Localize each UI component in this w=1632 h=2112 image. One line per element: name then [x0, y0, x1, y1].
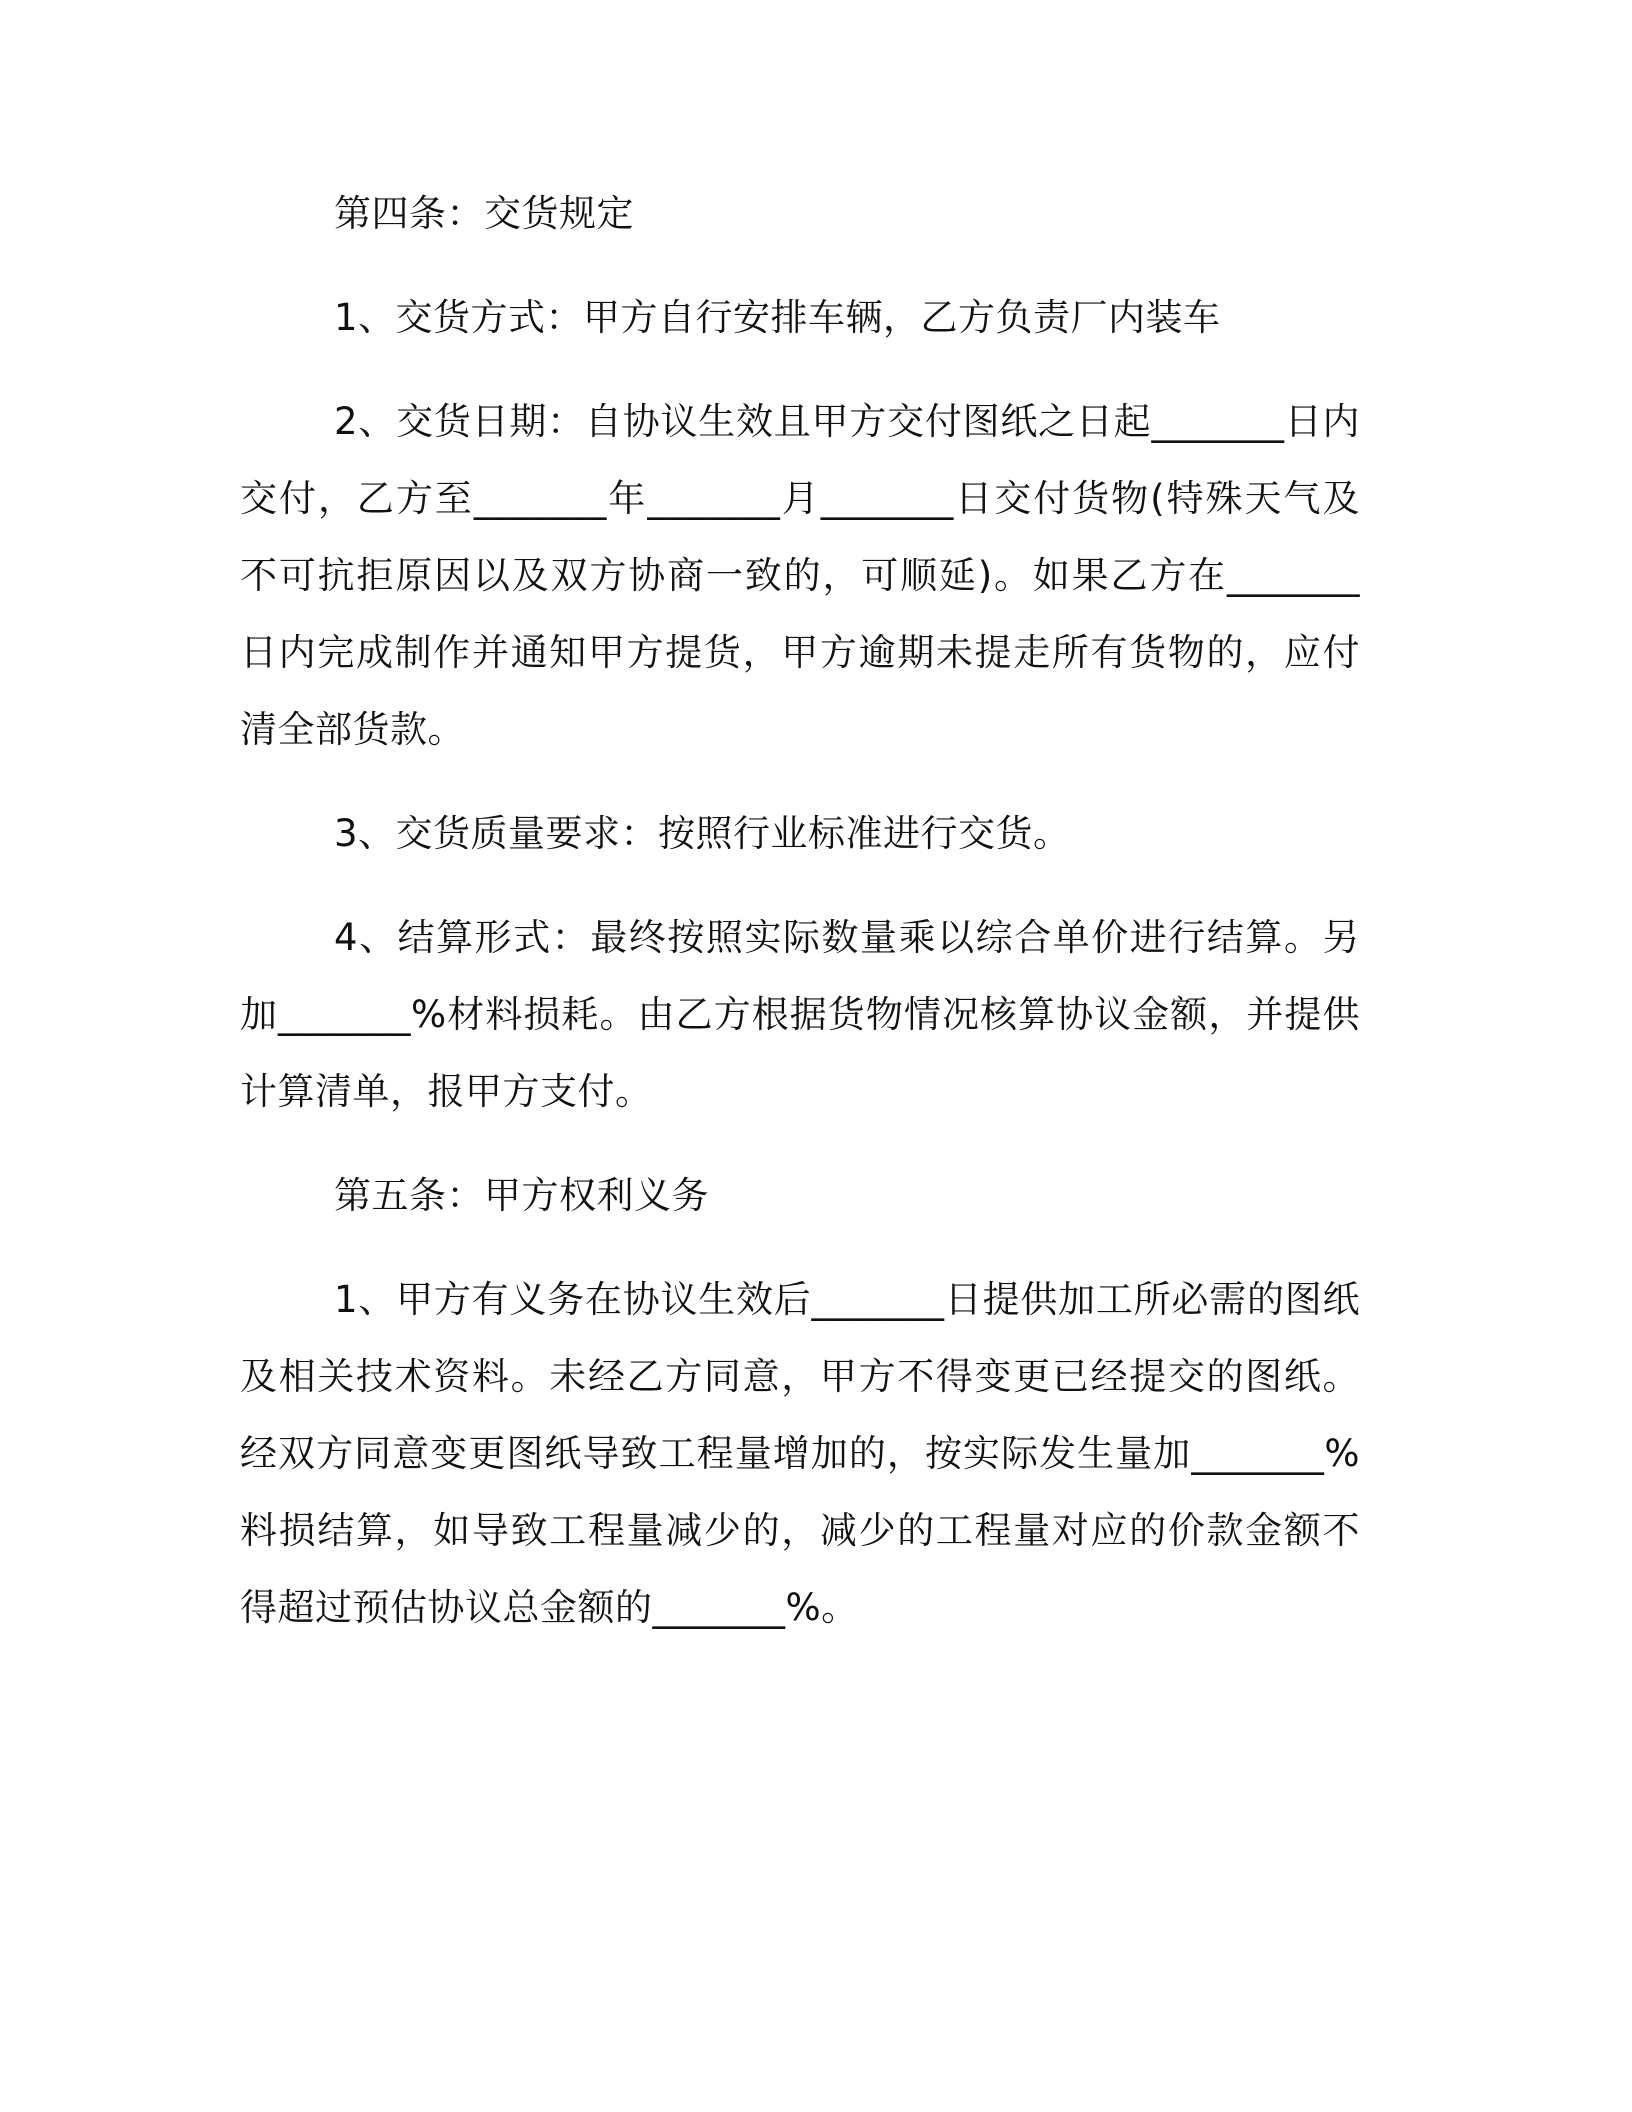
clause-4-2-delivery-date: 2、交货日期：自协议生效且甲方交付图纸之日起_______日内交付，乙方至_______年_______月_______日交付货物(特殊天气及不可抗拒原因以及双方协商一致的，可顺延)。如果乙方在_______日内完成制作并通知甲方提货，甲方逾期未提走所有货物的，应付清全部货款。 [240, 400, 1360, 751]
clause-4-4-settlement: 4、结算形式：最终按照实际数量乘以综合单价进行结算。另加_______%材料损耗。由乙方根据货物情况核算协议金额，并提供计算清单，报甲方支付。 [240, 916, 1360, 1113]
section-heading-5: 第五条：甲方权利义务 [334, 1174, 709, 1217]
clause-4-3-quality-requirement: 3、交货质量要求：按照行业标准进行交货。 [334, 812, 1071, 855]
clause-4-1-delivery-method: 1、交货方式：甲方自行安排车辆，乙方负责厂内装车 [334, 296, 1221, 339]
clause-5-1-party-a-obligation: 1、甲方有义务在协议生效后_______日提供加工所必需的图纸及相关技术资料。未经乙方同意，甲方不得变更已经提交的图纸。经双方同意变更图纸导致工程量增加的，按实际发生量加_______%料损结算，如导致工程量减少的，减少的工程量对应的价款金额不得超过预估协议总金额的_______%。 [240, 1278, 1360, 1629]
section-heading-4: 第四条：交货规定 [334, 192, 634, 235]
document-body [240, 175, 1360, 1673]
